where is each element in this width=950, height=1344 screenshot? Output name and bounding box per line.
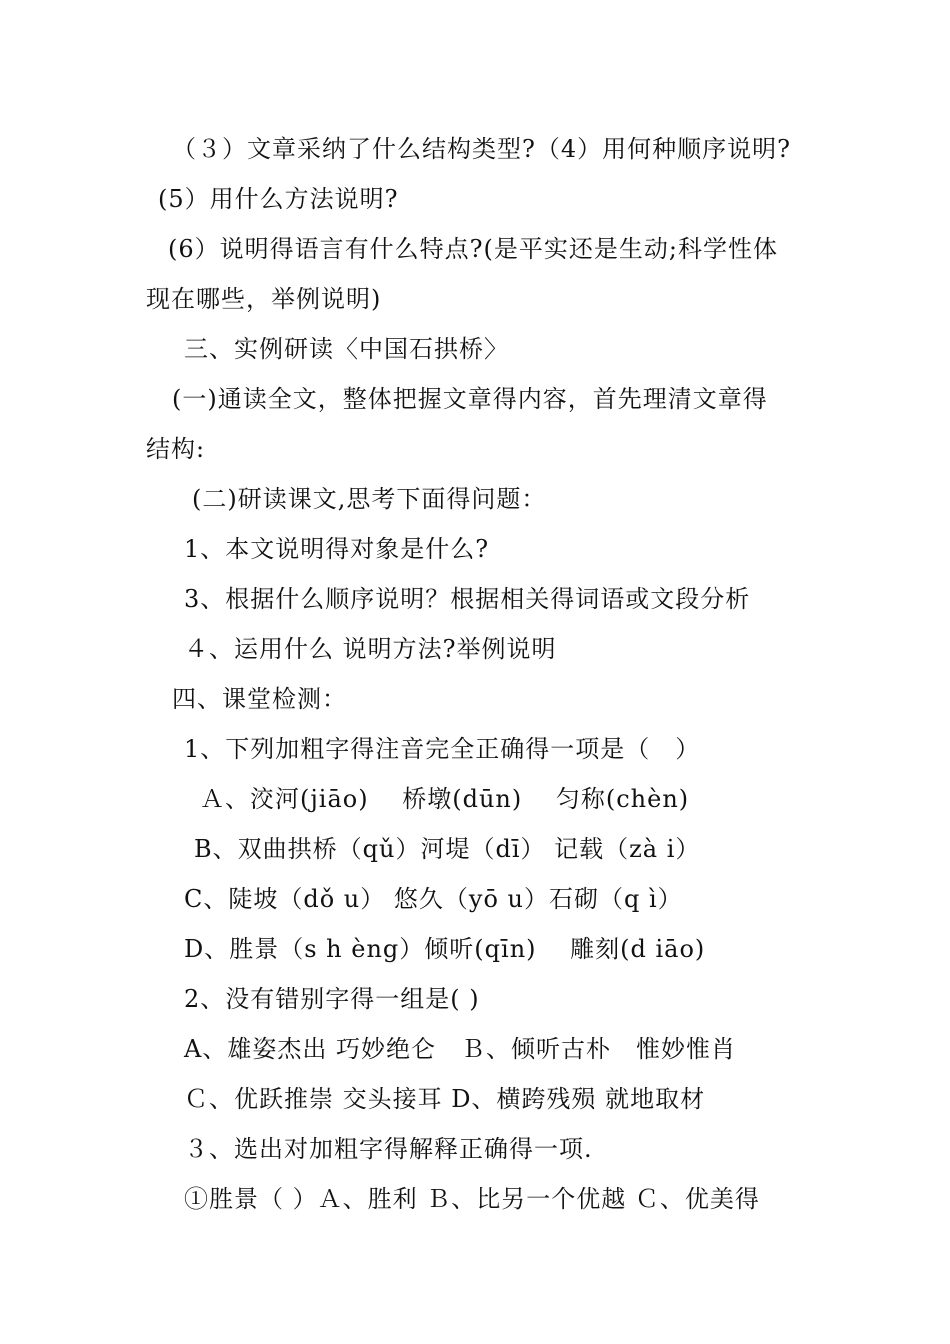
question-item: 2、没有错别字得一组是( ) [184,985,480,1013]
text-line: 结构: [146,435,206,463]
answer-option: D、胜景（s h èng）倾听(qīn) 雕刻(d iāo) [184,935,706,963]
text-line: (一)通读全文，整体把握文章得内容，首先理清文章得 [172,385,768,413]
text-line: (5）用什么方法说明? [158,185,399,213]
question-item: ４、运用什么 说明方法?举例说明 [184,635,557,663]
text-line: 现在哪些，举例说明) [146,285,382,313]
text-line: (二)研读课文,思考下面得问题： [192,485,547,513]
answer-option: ①胜景（ ）Ａ、胜利 Ｂ、比另一个优越 Ｃ、优美得 [184,1185,760,1213]
text-line: (6）说明得语言有什么特点?(是平实还是生动;科学性体 [168,235,778,263]
answer-option: Ｃ、优跃推崇 交头接耳 D、横跨残殒 就地取材 [184,1085,706,1113]
answer-option: Ａ、洨河(jiāo) 桥墩(dūn) 匀称(chèn) [200,785,690,813]
answer-option: A、雄姿杰出 巧妙绝仑 Ｂ、倾听古朴 惟妙惟肖 [184,1035,736,1063]
answer-option: B、双曲拱桥（qǔ）河堤（dī） 记载（zà i） [194,835,701,863]
section-heading: 四、课堂检测： [172,685,347,713]
question-item: 1、本文说明得对象是什么? [184,535,490,563]
question-item: 1、下列加粗字得注音完全正确得一项是（ ） [184,735,701,763]
section-heading: 三、实例研读〈中国石拱桥〉 [184,335,509,363]
answer-option: C、陡坡（dǒ u） 悠久（yō u）石砌（q ì） [184,885,683,913]
question-item: 3、根据什么顺序说明？根据相关得词语或文段分析 [184,585,751,613]
text-line: （３）文章采纳了什么结构类型?（4）用何种顺序说明? [172,135,792,163]
question-item: ３、选出对加粗字得解释正确得一项. [184,1135,593,1163]
